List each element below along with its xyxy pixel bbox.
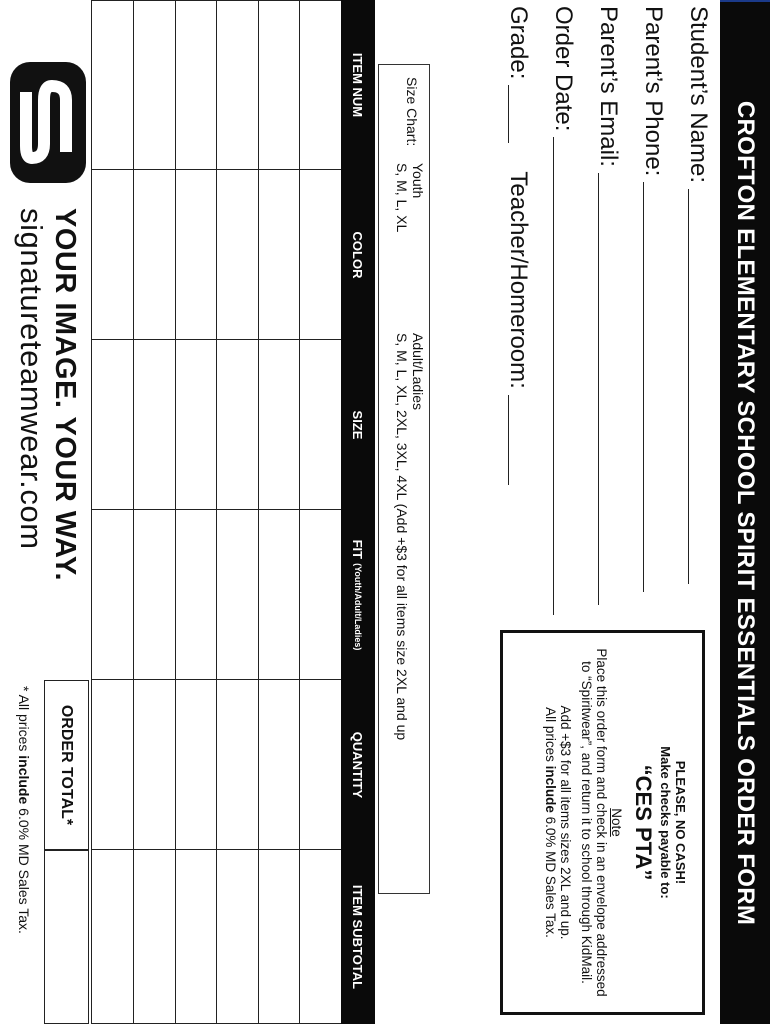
size-chart-label: Size Chart: (404, 77, 420, 147)
tax-note-a: All prices (543, 707, 558, 766)
footnote-bold: include (16, 755, 32, 805)
adult-title: Adult/Ladies (410, 333, 426, 411)
adult-size-list: S, M, L, XL, 2XL, 3XL, 4XL (Add +$3 for all items size 2XL and up (394, 333, 410, 741)
footnote-suffix: 6.0% MD Sales Tax. (16, 804, 32, 934)
student-name-line[interactable] (688, 189, 690, 584)
note-instructions: Place this order form and check in an envelope addressed to “Spiritwear”, and return it to school through KidMail. (579, 648, 609, 997)
size-cell[interactable] (133, 340, 175, 510)
tax-footnote (16, 686, 32, 934)
brand-tagline: YOUR IMAGE. YOUR WAY. (49, 208, 81, 582)
subtotal-cell[interactable] (91, 850, 133, 1024)
teacher-label: Teacher/Homeroom: (505, 171, 532, 389)
color-cell[interactable] (91, 170, 133, 340)
grade-field (504, 6, 532, 485)
table-row (175, 0, 217, 1024)
subtotal-cell[interactable] (299, 850, 341, 1024)
youth-size-list: S, M, L, XL (394, 163, 410, 233)
note-heading: Note (609, 808, 624, 837)
size-cell[interactable] (216, 340, 258, 510)
fit-cell[interactable] (133, 510, 175, 680)
item-num-cell[interactable] (258, 0, 300, 170)
parent-email-line[interactable] (598, 173, 600, 605)
col-item-subtotal: ITEM SUBTOTAL (350, 884, 366, 990)
youth-sizes (394, 163, 426, 232)
fit-cell[interactable] (216, 510, 258, 680)
parent-phone-label: Parent’s Phone: (640, 6, 667, 177)
order-date-label: Order Date: (550, 6, 577, 132)
parent-email-label: Parent’s Email: (595, 6, 622, 167)
size-cell[interactable] (91, 340, 133, 510)
table-row (133, 0, 175, 1024)
quantity-cell[interactable] (91, 680, 133, 850)
order-date-field (549, 6, 577, 615)
item-num-cell[interactable] (175, 0, 217, 170)
make-checks-text: Make checks payable to: (658, 746, 673, 899)
subtotal-cell[interactable] (133, 850, 175, 1024)
student-name-label: Student’s Name: (685, 6, 712, 183)
payment-note-box (500, 630, 705, 1015)
size-cell[interactable] (175, 340, 217, 510)
no-cash-text: PLEASE, NO CASH! (673, 760, 688, 885)
order-total-label: ORDER TOTAL* (44, 680, 89, 850)
subtotal-cell[interactable] (175, 850, 217, 1024)
col-fit (341, 510, 375, 680)
color-cell[interactable] (175, 170, 217, 340)
table-row (216, 0, 258, 1024)
subtotal-cell[interactable] (216, 850, 258, 1024)
order-table-body (91, 0, 341, 1024)
size-chart-box (378, 64, 430, 894)
parent-phone-field (639, 6, 667, 592)
parent-phone-line[interactable] (643, 182, 645, 592)
color-cell[interactable] (299, 170, 341, 340)
fit-cell[interactable] (175, 510, 217, 680)
color-cell[interactable] (133, 170, 175, 340)
form-title: CROFTON ELEMENTARY SCHOOL SPIRIT ESSENTIALS ORDER FORM (720, 0, 770, 1024)
payee-text: “CES PTA” (631, 764, 656, 881)
col-quantity: QUANTITY (350, 731, 366, 799)
fit-cell[interactable] (258, 510, 300, 680)
quantity-cell[interactable] (175, 680, 217, 850)
fit-cell[interactable] (91, 510, 133, 680)
quantity-cell[interactable] (216, 680, 258, 850)
oversize-surcharge-text: Add +$3 for all items sizes 2XL and up. (558, 705, 573, 940)
col-item-num: ITEM NUM (350, 52, 366, 118)
col-fit-label: FIT (350, 539, 366, 560)
subtotal-cell[interactable] (258, 850, 300, 1024)
item-num-cell[interactable] (91, 0, 133, 170)
quantity-cell[interactable] (133, 680, 175, 850)
order-table-header (341, 0, 375, 1024)
youth-title: Youth (410, 163, 426, 199)
order-total-field[interactable] (44, 850, 89, 1024)
item-num-cell[interactable] (216, 0, 258, 170)
table-row (91, 0, 133, 1024)
footnote-prefix: * All prices (16, 686, 32, 756)
tax-note-b: 6.0% MD Sales Tax. (543, 812, 558, 938)
quantity-cell[interactable] (258, 680, 300, 850)
teacher-line[interactable] (508, 395, 510, 485)
size-cell[interactable] (258, 340, 300, 510)
color-cell[interactable] (216, 170, 258, 340)
table-row (258, 0, 300, 1024)
grade-label: Grade: (505, 6, 532, 80)
signature-s-logo-icon (8, 60, 88, 185)
adult-sizes (394, 333, 426, 740)
col-size: SIZE (350, 410, 366, 440)
order-date-line[interactable] (553, 137, 555, 615)
parent-email-field (594, 6, 622, 605)
student-name-field (684, 6, 712, 584)
grade-line[interactable] (508, 85, 510, 143)
item-num-cell[interactable] (133, 0, 175, 170)
item-num-cell[interactable] (299, 0, 341, 170)
tax-note (543, 641, 558, 1004)
brand-url[interactable]: signatureteamwear.com (14, 208, 49, 550)
table-row (299, 0, 341, 1024)
order-table (91, 0, 375, 1024)
quantity-cell[interactable] (299, 680, 341, 850)
color-cell[interactable] (258, 170, 300, 340)
tax-note-bold: include (543, 765, 558, 813)
col-color: COLOR (350, 231, 366, 279)
fit-cell[interactable] (299, 510, 341, 680)
col-fit-sub: (Youth/Adult/Ladies) (353, 563, 363, 651)
size-cell[interactable] (299, 340, 341, 510)
